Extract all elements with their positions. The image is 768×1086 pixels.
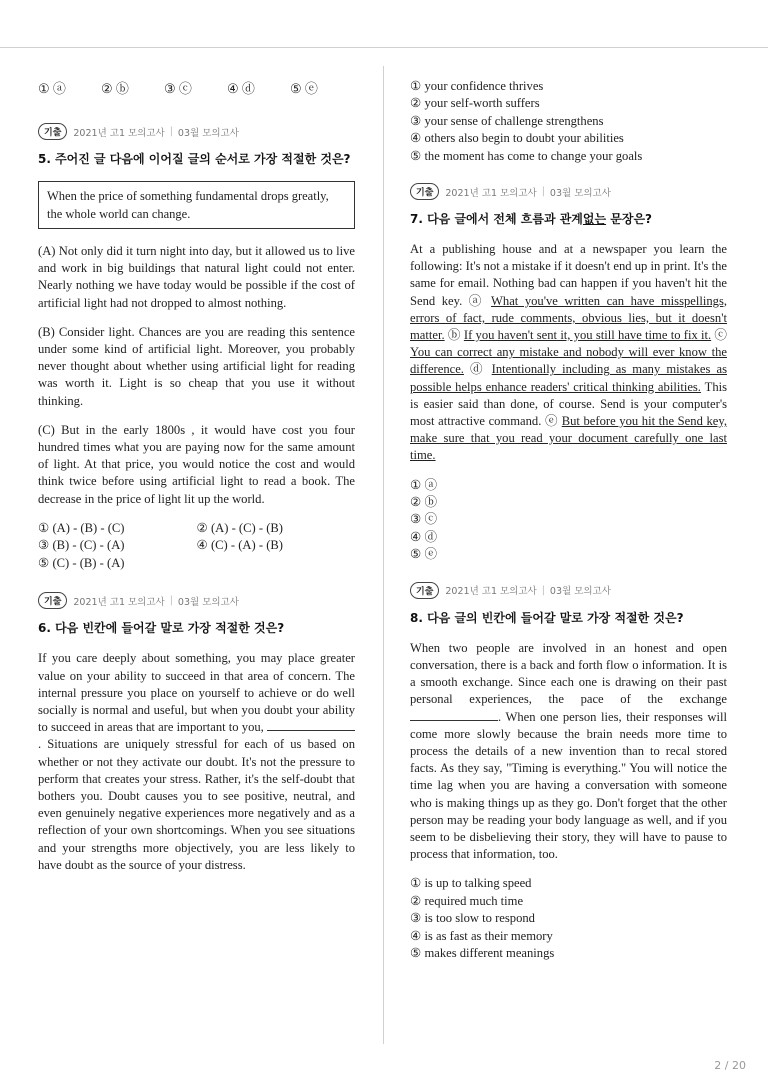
header-rule	[0, 47, 768, 48]
q5-paragraph-b: (B) Consider light. Chances are you are reading this sentence under some kind of artificial light. Moreover, you probably never thought about whether using artificial light for reading was worth it. Light is so cheap that you use it without thinking.	[38, 324, 355, 408]
q7-option-1[interactable]: ① ⓐ	[410, 477, 438, 492]
q6-option-5[interactable]: ⑤ the moment has come to change your goals	[410, 148, 643, 163]
q8-title: 8. 다음 글의 빈칸에 들어갈 말로 가장 적절한 것은?	[410, 610, 684, 625]
q7-sentence-e: But before you hit the Send key, make sure that you read your document carefully one last time.	[410, 414, 727, 463]
right-column	[410, 78, 727, 980]
q8-source: 기출 2021년 고1 모의고사 | 03월 모의고사	[410, 582, 727, 599]
q7-passage: At a publishing house and at a newspaper you learn the following: It's not a mistake if it doesn't end up in print. It's the same for email. Nothing bad can happen if you haven't hit the Send key. ⓐ What you've written can have misspellings, errors of fact, rude comments, obvious lies, but it doesn't matter. ⓑ If you haven't sent it, you still have time to fix it. ⓒ You can correct any mistake and nobody will ever know the difference. ⓓ Intentionally including as many mistakes as possible helps enhance readers' critical thinking abilities. This is easier said than done, of course. Send is your computer's most attractive command. ⓔ But before you hit the Send key, make sure that you read your document carefully one last time.	[410, 242, 728, 463]
left-column	[38, 78, 355, 886]
source-year: 2021년 고1 모의고사	[73, 127, 165, 139]
q6-option-1[interactable]: ① your confidence thrives	[410, 79, 544, 93]
page-number: 2 / 20	[714, 1059, 746, 1072]
q5-option-5[interactable]: ⑤ (C) - (B) - (A)	[38, 555, 125, 570]
q5-option-1[interactable]: ① (A) - (B) - (C)	[38, 520, 125, 535]
q6-options	[410, 78, 727, 165]
q7-option-4[interactable]: ④ ⓓ	[410, 529, 438, 544]
q8-option-2[interactable]: ② required much time	[410, 893, 524, 908]
q8-option-3[interactable]: ③ is too slow to respond	[410, 911, 535, 926]
source-year: 2021년 고1 모의고사	[445, 187, 537, 199]
q7-sentence-b: If you haven't sent it, you still have time to fix it.	[463, 328, 712, 343]
q6-passage: If you care deeply about something, you may place greater value on your ability to succeed in that area of concern. The internal pressure you place on yourself to achieve or do well socially is normal and useful, but when you doubt your ability to succeed in areas that are important to you, . Situations are uniquely stressful for each of us based on whether or not they activate our doubt. It's not the pressure to perform that creates your stress. Rather, it's the self-doubt that bothers you. Doubt causes you to see positive, neutral, and even genuinely negative experiences more negatively and as a reflection of your own shortcomings. When you see situations and your strengths more objectively, you are less likely to have doubt as the source of your distress.	[38, 651, 355, 872]
q7-option-2[interactable]: ② ⓑ	[410, 495, 438, 510]
source-badge: 기출	[410, 183, 439, 200]
source-badge: 기출	[38, 123, 67, 140]
q7-options	[410, 477, 727, 564]
column-divider	[383, 66, 384, 1044]
source-badge: 기출	[38, 592, 67, 609]
q5-option-2[interactable]: ② (A) - (C) - (B)	[196, 520, 283, 535]
q7-title: 7. 다음 글에서 전체 흐름과 관계없는 문장은?	[410, 212, 653, 227]
q8-option-4[interactable]: ④ is as fast as their memory	[410, 928, 553, 943]
q7-sentence-d: Intentionally including as many mistakes as possible helps enhance readers' critical thinking abilities.	[410, 362, 727, 394]
q8-blank	[410, 710, 498, 721]
option-1[interactable]: ① ⓐ	[38, 81, 66, 96]
source-month: 03월 모의고사	[549, 586, 611, 598]
q6-option-4[interactable]: ④ others also begin to doubt your abilities	[410, 131, 624, 146]
q5-paragraph-c: (C) But in the early 1800s , it would have cost you four hundred times what you are paying now for the same amount of light. At that price, you would notice the cost and would think twice before using artificial light to read a book. The decrease in the price of light lit up the world.	[38, 422, 355, 506]
q6-title: 6. 다음 빈칸에 들어갈 말로 가장 적절한 것은?	[38, 621, 285, 636]
prev-question-options	[38, 78, 355, 97]
q6-blank	[267, 720, 355, 731]
q7-sentence-a: What you've written can have misspellings, errors of fact, rude comments, obvious lies, but it doesn't matter.	[410, 293, 728, 343]
q7-source: 기출 2021년 고1 모의고사 | 03월 모의고사	[410, 183, 727, 200]
q6-option-3[interactable]: ③ your sense of challenge strengthens	[410, 113, 604, 128]
option-4[interactable]: ④ ⓓ	[227, 81, 255, 96]
option-3[interactable]: ③ ⓒ	[164, 81, 192, 96]
q8-option-5[interactable]: ⑤ makes different meanings	[410, 945, 555, 960]
q7-sentence-c: You can correct any mistake and nobody will ever know the difference.	[410, 345, 727, 377]
q5-source: 기출 2021년 고1 모의고사 | 03월 모의고사	[38, 123, 355, 140]
q6-source: 기출 2021년 고1 모의고사 | 03월 모의고사	[38, 592, 355, 609]
option-5[interactable]: ⑤ ⓔ	[290, 81, 318, 96]
q5-given-sentence: When the price of something fundamental drops greatly, the whole world can change.	[38, 181, 355, 229]
q7-option-5[interactable]: ⑤ ⓔ	[410, 547, 438, 562]
q8-options	[410, 875, 727, 962]
q8-passage: When two people are involved in an honest and open conversation, there is a back and forth flow o information. It is a smooth exchange. Since each one is drawing on their past personal experiences, the pace of the exchange . When one person lies, their responses will come more slowly because the brain needs more time to process the details of a new invention than to recal stored facts. As they say, "Timing is everything." You will notice the time lag when you are having a conversation with someone who is making things up as they go. Don't forget that the other person may be reading your body language as well, and if you seem to be disbelieving their story, they will have to pause to process that information, too.	[410, 640, 727, 862]
source-month: 03월 모의고사	[549, 187, 611, 199]
q7-option-3[interactable]: ③ ⓒ	[410, 512, 438, 527]
source-year: 2021년 고1 모의고사	[445, 586, 537, 598]
q5-title: 5. 주어진 글 다음에 이어질 글의 순서로 가장 적절한 것은?	[38, 152, 351, 166]
q5-option-3[interactable]: ③ (B) - (C) - (A)	[38, 538, 125, 553]
option-2[interactable]: ② ⓑ	[101, 81, 129, 96]
source-badge: 기출	[410, 582, 439, 599]
q8-option-1[interactable]: ① is up to talking speed	[410, 876, 532, 891]
source-month: 03월 모의고사	[177, 596, 239, 608]
source-year: 2021년 고1 모의고사	[73, 596, 165, 608]
source-month: 03월 모의고사	[177, 127, 239, 139]
q5-options	[38, 520, 355, 573]
q5-paragraph-a: (A) Not only did it turn night into day, but it allowed us to live and work in big buildings that natural light could not enter. Nearly nothing we have today would be possible if the cost of artificial light had not dropped to almost nothing.	[38, 244, 355, 310]
q5-option-4[interactable]: ④ (C) - (A) - (B)	[196, 538, 283, 553]
q6-option-2[interactable]: ② your self-worth suffers	[410, 96, 540, 111]
